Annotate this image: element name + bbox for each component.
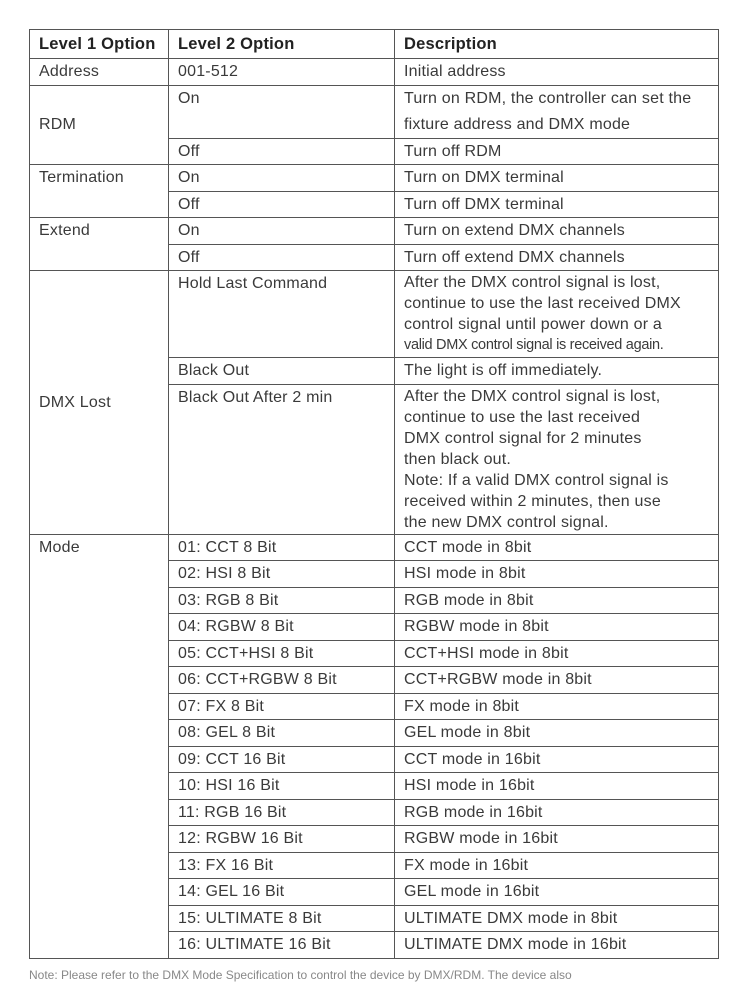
desc-line: the new DMX control signal. xyxy=(404,513,609,531)
header-level2: Level 2 Option xyxy=(169,30,395,59)
dmx-lost-hold-level2: Hold Last Command xyxy=(169,271,395,358)
desc-line: valid DMX control signal is received again. xyxy=(404,337,664,353)
mode-level2: 13: FX 16 Bit xyxy=(169,852,395,879)
table-row-dmx-lost-hold xyxy=(30,271,719,358)
extend-off-desc: Turn off extend DMX channels xyxy=(395,244,719,271)
extend-level1: Extend xyxy=(30,218,169,271)
dmx-lost-black-out-desc: The light is off immediately. xyxy=(395,358,719,385)
mode-level2: 10: HSI 16 Bit xyxy=(169,773,395,800)
mode-desc: RGB mode in 8bit xyxy=(395,587,719,614)
mode-level2: 12: RGBW 16 Bit xyxy=(169,826,395,853)
header-description: Description xyxy=(395,30,719,59)
mode-level2: 15: ULTIMATE 8 Bit xyxy=(169,905,395,932)
mode-level2: 07: FX 8 Bit xyxy=(169,693,395,720)
mode-desc: CCT mode in 16bit xyxy=(395,746,719,773)
mode-desc: RGBW mode in 8bit xyxy=(395,614,719,641)
address-level1: Address xyxy=(30,59,169,86)
mode-level2: 16: ULTIMATE 16 Bit xyxy=(169,932,395,959)
termination-off-desc: Turn off DMX terminal xyxy=(395,191,719,218)
termination-level1: Termination xyxy=(30,165,169,218)
table-row-extend-on xyxy=(30,218,719,245)
dmx-lost-black-out-2min-level2: Black Out After 2 min xyxy=(169,384,395,534)
rdm-on-desc: Turn on RDM, the controller can set the fixture address and DMX mode xyxy=(395,85,719,138)
mode-level2: 03: RGB 8 Bit xyxy=(169,587,395,614)
desc-line: After the DMX control signal is lost, xyxy=(404,274,661,291)
desc-line: After the DMX control signal is lost, xyxy=(404,387,661,405)
rdm-level1: RDM xyxy=(30,85,169,165)
mode-desc: CCT+RGBW mode in 8bit xyxy=(395,667,719,694)
dmx-lost-hold-desc xyxy=(395,271,719,358)
dmx-settings-table xyxy=(29,29,719,959)
extend-off-level2: Off xyxy=(169,244,395,271)
address-level2: 001-512 xyxy=(169,59,395,86)
dmx-lost-black-out-level2: Black Out xyxy=(169,358,395,385)
mode-level2: 02: HSI 8 Bit xyxy=(169,561,395,588)
desc-line: DMX control signal for 2 minutes xyxy=(404,429,642,447)
mode-desc: RGBW mode in 16bit xyxy=(395,826,719,853)
mode-level2: 05: CCT+HSI 8 Bit xyxy=(169,640,395,667)
dmx-lost-level1: DMX Lost xyxy=(30,271,169,535)
desc-line: control signal until power down or a xyxy=(404,316,663,333)
table-row xyxy=(30,534,719,561)
mode-level1: Mode xyxy=(30,534,169,958)
mode-desc: ULTIMATE DMX mode in 8bit xyxy=(395,905,719,932)
extend-on-desc: Turn on extend DMX channels xyxy=(395,218,719,245)
mode-desc: HSI mode in 8bit xyxy=(395,561,719,588)
mode-level2: 14: GEL 16 Bit xyxy=(169,879,395,906)
desc-line: received within 2 minutes, then use xyxy=(404,492,661,510)
mode-level2: 11: RGB 16 Bit xyxy=(169,799,395,826)
mode-level2: 04: RGBW 8 Bit xyxy=(169,614,395,641)
rdm-off-level2: Off xyxy=(169,138,395,165)
table-row-address xyxy=(30,59,719,86)
mode-desc: RGB mode in 16bit xyxy=(395,799,719,826)
dmx-lost-black-out-2min-desc xyxy=(395,384,719,534)
mode-desc: FX mode in 8bit xyxy=(395,693,719,720)
desc-line: continue to use the last received xyxy=(404,408,641,426)
desc-line: then black out. xyxy=(404,450,512,468)
table-row-termination-on xyxy=(30,165,719,192)
extend-on-level2: On xyxy=(169,218,395,245)
desc-line: Note: If a valid DMX control signal is xyxy=(404,471,669,489)
termination-on-level2: On xyxy=(169,165,395,192)
mode-level2: 08: GEL 8 Bit xyxy=(169,720,395,747)
table-row-rdm-on xyxy=(30,85,719,138)
header-row xyxy=(30,30,719,59)
mode-desc: CCT+HSI mode in 8bit xyxy=(395,640,719,667)
footer-note: Note: Please refer to the DMX Mode Specification to control the device by DMX/RDM. The device also xyxy=(29,968,572,982)
mode-level2: 01: CCT 8 Bit xyxy=(169,534,395,561)
rdm-off-desc: Turn off RDM xyxy=(395,138,719,165)
mode-desc: GEL mode in 8bit xyxy=(395,720,719,747)
termination-off-level2: Off xyxy=(169,191,395,218)
mode-desc: CCT mode in 8bit xyxy=(395,534,719,561)
mode-desc: FX mode in 16bit xyxy=(395,852,719,879)
address-desc: Initial address xyxy=(395,59,719,86)
header-level1: Level 1 Option xyxy=(30,30,169,59)
rdm-on-level2: On xyxy=(169,85,395,138)
termination-on-desc: Turn on DMX terminal xyxy=(395,165,719,192)
mode-level2: 09: CCT 16 Bit xyxy=(169,746,395,773)
mode-desc: HSI mode in 16bit xyxy=(395,773,719,800)
desc-line: continue to use the last received DMX xyxy=(404,295,681,312)
mode-desc: ULTIMATE DMX mode in 16bit xyxy=(395,932,719,959)
mode-desc: GEL mode in 16bit xyxy=(395,879,719,906)
mode-level2: 06: CCT+RGBW 8 Bit xyxy=(169,667,395,694)
